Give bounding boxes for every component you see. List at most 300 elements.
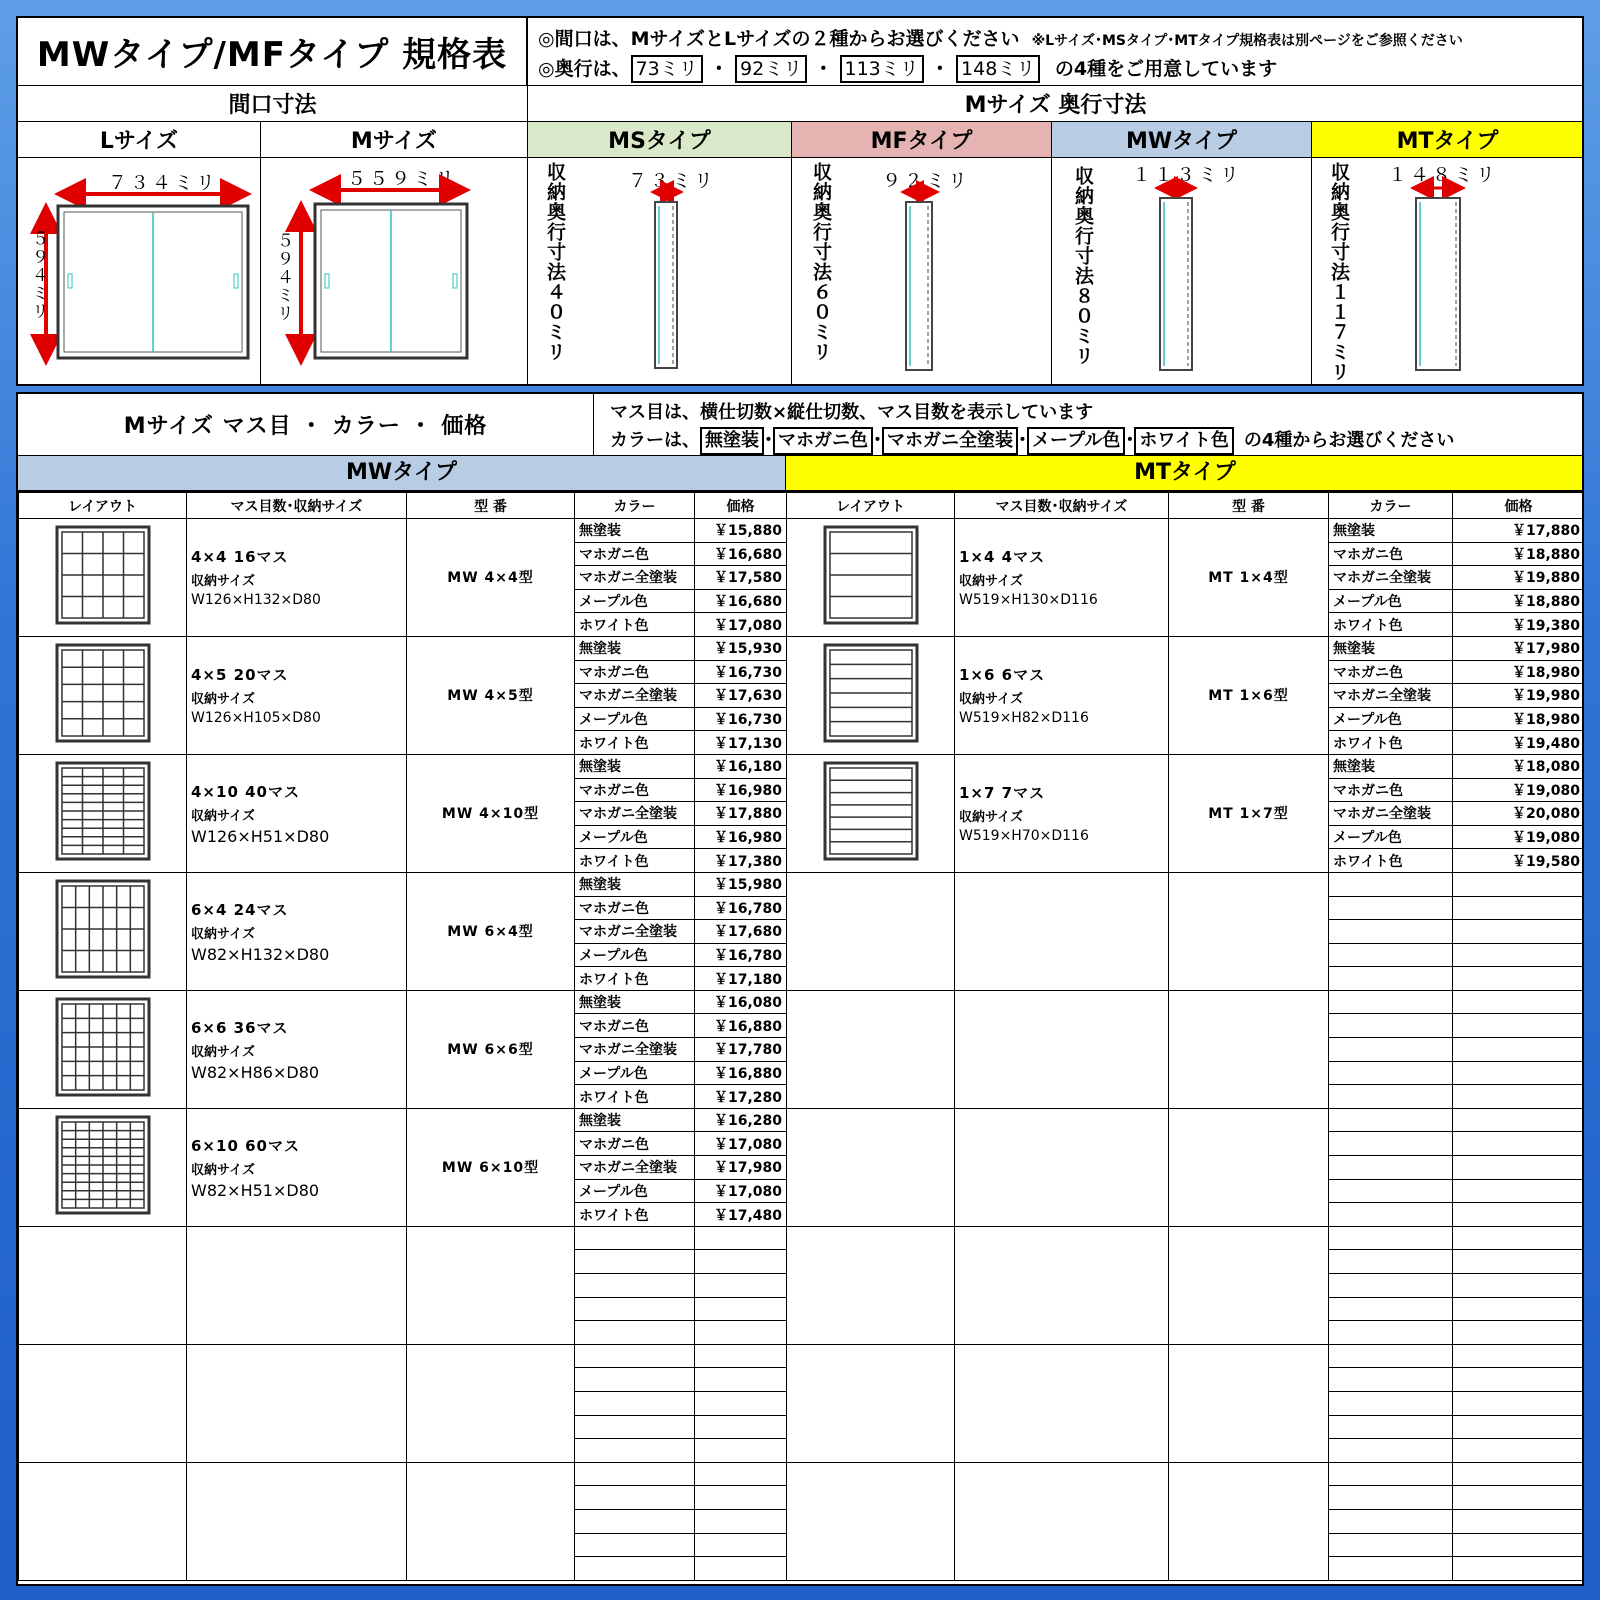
storage-size-label: 収納サイズ	[959, 692, 1023, 708]
table-row	[19, 519, 787, 543]
color-name: 無塗装	[575, 519, 695, 543]
price-heading: Mサイズ マス目 ・ カラー ・ 価格	[123, 414, 488, 439]
color-name: 無塗装	[1329, 519, 1453, 543]
price-value	[1453, 1274, 1585, 1298]
mt-side-profile	[1312, 158, 1584, 386]
color-name: メープル色	[1329, 707, 1453, 731]
storage-size-label: 収納サイズ	[959, 810, 1023, 826]
grid-count: 1×4 4マス	[959, 548, 1046, 567]
layout-grid-diagram	[55, 997, 151, 1097]
color-name: 無塗装	[575, 754, 695, 778]
grid-count: 6×6 36マス	[191, 1018, 289, 1037]
price-value	[1453, 1132, 1585, 1156]
grid-count: 4×10 40マス	[191, 782, 300, 801]
ms-type-heading: MSタイプ	[528, 122, 792, 158]
table-row	[19, 872, 787, 896]
model-cell	[407, 1108, 575, 1226]
storage-dimensions: W126×H51×D80	[191, 826, 330, 846]
model-cell	[1169, 636, 1329, 754]
color-name	[575, 1321, 695, 1345]
color-name	[1329, 1509, 1453, 1533]
table-row	[19, 1344, 787, 1368]
storage-size-label: 収納サイズ	[191, 926, 255, 942]
spec-top-panel	[16, 16, 1584, 386]
price-value: ￥19,080	[1453, 825, 1585, 849]
price-value: ￥17,080	[695, 1132, 787, 1156]
color-name: マホガニ色	[1329, 542, 1453, 566]
size-cell	[955, 1462, 1169, 1580]
layout-grid-diagram	[55, 761, 151, 861]
model-cell	[1169, 872, 1329, 990]
color-name: 無塗装	[1329, 636, 1453, 660]
price-value: ￥15,930	[695, 636, 787, 660]
l-height-label: ５９４ミリ	[28, 230, 48, 320]
depth-option: 148ミリ	[956, 55, 1040, 83]
price-value	[695, 1415, 787, 1439]
price-value: ￥17,480	[695, 1203, 787, 1227]
color-name	[1329, 1179, 1453, 1203]
size-cell	[187, 636, 407, 754]
grid-count: 6×10 60マス	[191, 1136, 300, 1155]
price-value	[1453, 1533, 1585, 1557]
layout-cell	[787, 1344, 955, 1462]
mt-depth-label: １４８ミリ	[1388, 164, 1499, 186]
price-value	[1453, 1179, 1585, 1203]
model-cell	[407, 1462, 575, 1580]
color-separator: ･	[764, 430, 773, 451]
storage-dimensions: W126×H105×D80	[191, 710, 321, 727]
color-name	[1329, 1415, 1453, 1439]
model-number: MW 4×4型	[447, 570, 534, 587]
model-number: MW 4×10型	[441, 806, 540, 823]
color-name: マホガニ全塗装	[1329, 802, 1453, 826]
layout-grid-diagram	[55, 879, 151, 979]
storage-size-label: 収納サイズ	[191, 692, 255, 708]
size-cell	[187, 519, 407, 637]
color-name	[1329, 1250, 1453, 1274]
price-value: ￥17,280	[695, 1085, 787, 1109]
color-name	[1329, 1108, 1453, 1132]
storage-size-label: 収納サイズ	[191, 1044, 255, 1060]
color-name	[575, 1274, 695, 1298]
mw-type-heading: MWタイプ	[1052, 122, 1312, 158]
color-name: マホガニ色	[575, 778, 695, 802]
storage-dimensions: W519×H130×D116	[959, 592, 1098, 609]
price-value: ￥17,880	[695, 802, 787, 826]
color-name	[575, 1226, 695, 1250]
color-name	[1329, 1226, 1453, 1250]
depth-separator: ・	[709, 58, 729, 80]
mf-type-heading: MFタイプ	[792, 122, 1052, 158]
size-cell	[187, 1108, 407, 1226]
price-value: ￥16,780	[695, 943, 787, 967]
price-value: ￥17,080	[695, 613, 787, 637]
table-row	[787, 990, 1585, 1014]
color-note-prefix: カラーは、	[610, 430, 700, 451]
model-cell	[407, 872, 575, 990]
l-size-frame-diagram	[18, 158, 261, 386]
color-name	[575, 1415, 695, 1439]
layout-cell	[787, 519, 955, 637]
color-name: 無塗装	[575, 990, 695, 1014]
color-name	[1329, 1557, 1453, 1581]
model-cell	[1169, 519, 1329, 637]
color-name: 無塗装	[575, 636, 695, 660]
price-value: ￥17,980	[695, 1156, 787, 1180]
layout-grid-diagram	[823, 525, 919, 625]
ms-storage-depth: 収納奥行寸法４０ミリ	[544, 162, 566, 362]
color-name	[575, 1533, 695, 1557]
color-name: メープル色	[575, 825, 695, 849]
color-name: マホガニ色	[575, 1014, 695, 1038]
color-name	[575, 1557, 695, 1581]
price-value: ￥18,980	[1453, 660, 1585, 684]
layout-cell	[19, 1344, 187, 1462]
color-name: マホガニ色	[575, 542, 695, 566]
color-name: ホワイト色	[575, 967, 695, 991]
price-value	[1453, 1344, 1585, 1368]
color-name	[1329, 896, 1453, 920]
price-value	[695, 1344, 787, 1368]
table-row	[19, 1226, 787, 1250]
table-row	[787, 519, 1585, 543]
color-option: メープル色	[1027, 427, 1125, 455]
price-value: ￥19,080	[1453, 778, 1585, 802]
column-header-layout: レイアウト	[787, 493, 955, 519]
price-value	[1453, 1226, 1585, 1250]
color-note-suffix: の4種からお選びください	[1243, 430, 1455, 451]
storage-dimensions: W82×H86×D80	[191, 1062, 320, 1082]
size-cell	[955, 519, 1169, 637]
color-name	[1329, 967, 1453, 991]
depth-separator: ・	[930, 58, 950, 80]
layout-grid-diagram	[55, 525, 151, 625]
size-cell	[955, 1344, 1169, 1462]
mw-depth-label: １１３ミリ	[1132, 164, 1243, 186]
storage-size-label: 収納サイズ	[191, 574, 255, 590]
mf-storage-depth: 収納奥行寸法６０ミリ	[810, 162, 832, 362]
color-name	[1329, 872, 1453, 896]
color-name	[1329, 1014, 1453, 1038]
price-value: ￥16,880	[695, 1061, 787, 1085]
color-name	[575, 1344, 695, 1368]
color-name: 無塗装	[575, 1108, 695, 1132]
color-separator: ･	[873, 430, 882, 451]
color-name: ホワイト色	[1329, 613, 1453, 637]
info-line-2	[538, 54, 1277, 83]
color-name: 無塗装	[1329, 754, 1453, 778]
color-name: ホワイト色	[1329, 849, 1453, 873]
color-name: ホワイト色	[1329, 731, 1453, 755]
price-value	[1453, 943, 1585, 967]
price-value	[695, 1557, 787, 1581]
price-value	[1453, 990, 1585, 1014]
color-name: マホガニ色	[1329, 660, 1453, 684]
price-value	[1453, 1557, 1585, 1581]
mw-storage-depth: 収納奥行寸法８０ミリ	[1072, 166, 1094, 366]
color-name	[1329, 1321, 1453, 1345]
color-name	[1329, 1274, 1453, 1298]
price-value: ￥18,980	[1453, 707, 1585, 731]
mw-side-profile	[1052, 158, 1312, 386]
layout-cell	[787, 1226, 955, 1344]
price-value: ￥17,630	[695, 684, 787, 708]
price-value	[695, 1297, 787, 1321]
price-notes-cell	[594, 394, 1584, 456]
column-header-size: マス目数･収納サイズ	[955, 493, 1169, 519]
layout-cell	[19, 519, 187, 637]
price-value	[1453, 1321, 1585, 1345]
model-number: MW 6×10型	[441, 1160, 540, 1177]
color-name	[1329, 1038, 1453, 1062]
price-value	[1453, 1486, 1585, 1510]
layout-cell	[19, 636, 187, 754]
m-size-drawing-cell	[261, 158, 528, 386]
grid-count: 1×6 6マス	[959, 666, 1046, 685]
price-value: ￥19,480	[1453, 731, 1585, 755]
price-value	[1453, 920, 1585, 944]
size-cell	[187, 872, 407, 990]
color-name	[575, 1509, 695, 1533]
model-number: MT 1×7型	[1208, 806, 1289, 823]
l-width-label: ７３４ミリ	[108, 172, 219, 194]
mw-type-bar: MWタイプ	[18, 456, 786, 492]
model-cell	[407, 636, 575, 754]
price-value	[695, 1439, 787, 1463]
price-value: ￥17,130	[695, 731, 787, 755]
color-name	[1329, 990, 1453, 1014]
price-value	[1453, 1038, 1585, 1062]
depth-option: 73ミリ	[631, 55, 703, 83]
model-cell	[407, 519, 575, 637]
price-value: ￥16,780	[695, 896, 787, 920]
color-note	[610, 426, 1454, 455]
color-name: マホガニ全塗装	[1329, 566, 1453, 590]
color-name: メープル色	[575, 707, 695, 731]
price-value: ￥19,880	[1453, 566, 1585, 590]
price-value: ￥18,080	[1453, 754, 1585, 778]
model-number: MW 6×6型	[447, 1042, 534, 1059]
layout-cell	[787, 754, 955, 872]
table-header-row	[787, 493, 1585, 519]
table-row	[787, 1344, 1585, 1368]
price-value	[695, 1533, 787, 1557]
info-line-1	[538, 24, 1463, 51]
color-name	[1329, 1297, 1453, 1321]
model-number: MW 4×5型	[447, 688, 534, 705]
price-value	[1453, 1250, 1585, 1274]
price-value	[1453, 1061, 1585, 1085]
price-value: ￥15,880	[695, 519, 787, 543]
column-header-color: カラー	[1329, 493, 1453, 519]
model-number: MW 6×4型	[447, 924, 534, 941]
size-cell	[187, 754, 407, 872]
price-value: ￥17,680	[695, 920, 787, 944]
color-name	[1329, 1085, 1453, 1109]
color-name: メープル色	[1329, 825, 1453, 849]
mt-price-table	[786, 492, 1584, 1581]
color-option: マホガニ全塗装	[882, 427, 1018, 455]
color-name: メープル色	[575, 589, 695, 613]
model-cell	[1169, 754, 1329, 872]
frontage-heading: 間口寸法	[18, 86, 528, 122]
price-value: ￥17,880	[1453, 519, 1585, 543]
storage-dimensions: W126×H132×D80	[191, 592, 321, 609]
color-name: メープル色	[575, 1179, 695, 1203]
price-value	[1453, 896, 1585, 920]
mt-type-heading: MTタイプ	[1312, 122, 1584, 158]
grid-count: 1×7 7マス	[959, 784, 1046, 803]
color-name: ホワイト色	[575, 613, 695, 637]
frontage-info: ◎間口は、MサイズとLサイズの２種からお選びください	[538, 28, 1020, 50]
storage-size-label: 収納サイズ	[191, 1162, 255, 1178]
price-value: ￥17,980	[1453, 636, 1585, 660]
price-value	[695, 1226, 787, 1250]
depth-option: 113ミリ	[840, 55, 924, 83]
model-cell	[1169, 1462, 1329, 1580]
color-name: メープル色	[575, 1061, 695, 1085]
layout-grid-diagram	[55, 643, 151, 743]
price-panel	[16, 392, 1584, 1586]
size-cell	[187, 1462, 407, 1580]
color-option: 無塗装	[700, 427, 764, 455]
layout-cell	[787, 1462, 955, 1580]
color-name: ホワイト色	[575, 849, 695, 873]
layout-cell	[787, 1108, 955, 1226]
price-value	[695, 1250, 787, 1274]
layout-cell	[787, 990, 955, 1108]
price-value	[1453, 1368, 1585, 1392]
size-cell	[955, 1108, 1169, 1226]
price-value: ￥16,730	[695, 707, 787, 731]
layout-cell	[787, 872, 955, 990]
mf-depth-label: ９２ミリ	[882, 170, 971, 192]
m-width-label: ５５９ミリ	[347, 168, 458, 190]
price-value: ￥19,980	[1453, 684, 1585, 708]
color-name	[1329, 1061, 1453, 1085]
color-option: ホワイト色	[1134, 427, 1233, 455]
depth-heading: Mサイズ 奥行寸法	[528, 86, 1584, 122]
mf-side-profile	[792, 158, 1052, 386]
price-value	[695, 1486, 787, 1510]
price-value	[1453, 1439, 1585, 1463]
ms-side-profile	[528, 158, 792, 386]
price-value: ￥18,880	[1453, 542, 1585, 566]
storage-size-label: 収納サイズ	[959, 574, 1023, 590]
color-name: マホガニ全塗装	[1329, 684, 1453, 708]
model-cell	[407, 1226, 575, 1344]
color-name: ホワイト色	[575, 1085, 695, 1109]
mw-depth-cell	[1052, 158, 1312, 386]
layout-cell	[19, 990, 187, 1108]
price-value: ￥16,180	[695, 754, 787, 778]
price-value	[1453, 1203, 1585, 1227]
layout-cell	[19, 754, 187, 872]
grid-note: マス目は、横仕切数×縦仕切数、マス目数を表示しています	[610, 402, 1094, 423]
model-cell	[1169, 990, 1329, 1108]
price-value	[1453, 1415, 1585, 1439]
price-value: ￥19,580	[1453, 849, 1585, 873]
color-name: マホガニ全塗装	[575, 920, 695, 944]
price-value: ￥19,380	[1453, 613, 1585, 637]
size-cell	[955, 636, 1169, 754]
color-name: マホガニ全塗装	[575, 566, 695, 590]
price-value: ￥20,080	[1453, 802, 1585, 826]
page-title: MWタイプ/MFタイプ 規格表	[36, 35, 508, 75]
price-value	[695, 1509, 787, 1533]
color-name	[575, 1368, 695, 1392]
column-header-price: 価格	[1453, 493, 1585, 519]
color-separator: ･	[1125, 430, 1135, 451]
color-name	[1329, 1156, 1453, 1180]
mt-storage-depth: 収納奥行寸法１１７ミリ	[1328, 162, 1350, 382]
color-name: マホガニ色	[575, 896, 695, 920]
price-value: ￥16,280	[695, 1108, 787, 1132]
model-cell	[407, 754, 575, 872]
color-name: マホガニ色	[575, 660, 695, 684]
table-row	[19, 990, 787, 1014]
mt-type-bar: MTタイプ	[786, 456, 1584, 492]
color-name	[1329, 1462, 1453, 1486]
color-name	[575, 1486, 695, 1510]
color-name	[1329, 1344, 1453, 1368]
model-cell	[407, 990, 575, 1108]
price-value: ￥15,980	[695, 872, 787, 896]
column-header-layout: レイアウト	[19, 493, 187, 519]
color-name: メープル色	[575, 943, 695, 967]
table-row	[787, 872, 1585, 896]
price-value	[1453, 1014, 1585, 1038]
price-value	[1453, 872, 1585, 896]
table-header-row	[19, 493, 787, 519]
color-name: マホガニ全塗装	[575, 1038, 695, 1062]
depth-separator: ・	[813, 58, 833, 80]
price-value	[1453, 1391, 1585, 1415]
table-row	[787, 754, 1585, 778]
column-header-size: マス目数･収納サイズ	[187, 493, 407, 519]
size-cell	[187, 1226, 407, 1344]
layout-grid-diagram	[55, 1115, 151, 1215]
l-size-drawing-cell	[18, 158, 261, 386]
color-name	[1329, 1486, 1453, 1510]
m-size-frame-diagram	[261, 158, 528, 386]
color-name	[575, 1391, 695, 1415]
price-value	[1453, 1156, 1585, 1180]
price-value	[695, 1274, 787, 1298]
price-value	[1453, 1462, 1585, 1486]
price-value	[1453, 967, 1585, 991]
reference-note: ※Lサイズ･MSタイプ･MTタイプ規格表は別ページをご参照ください	[1031, 33, 1463, 49]
model-cell	[1169, 1344, 1329, 1462]
color-name: マホガニ色	[1329, 778, 1453, 802]
layout-cell	[19, 1226, 187, 1344]
column-header-model: 型 番	[1169, 493, 1329, 519]
color-name	[575, 1439, 695, 1463]
color-name	[575, 1462, 695, 1486]
price-value: ￥16,680	[695, 542, 787, 566]
color-name: マホガニ色	[575, 1132, 695, 1156]
color-name: メープル色	[1329, 589, 1453, 613]
price-value	[695, 1391, 787, 1415]
size-cell	[187, 1344, 407, 1462]
price-value: ￥17,180	[695, 967, 787, 991]
mt-depth-cell	[1312, 158, 1584, 386]
column-header-price: 価格	[695, 493, 787, 519]
color-name	[1329, 943, 1453, 967]
depth-option: 92ミリ	[735, 55, 807, 83]
color-name: マホガニ全塗装	[575, 802, 695, 826]
storage-dimensions: W82×H51×D80	[191, 1180, 320, 1200]
